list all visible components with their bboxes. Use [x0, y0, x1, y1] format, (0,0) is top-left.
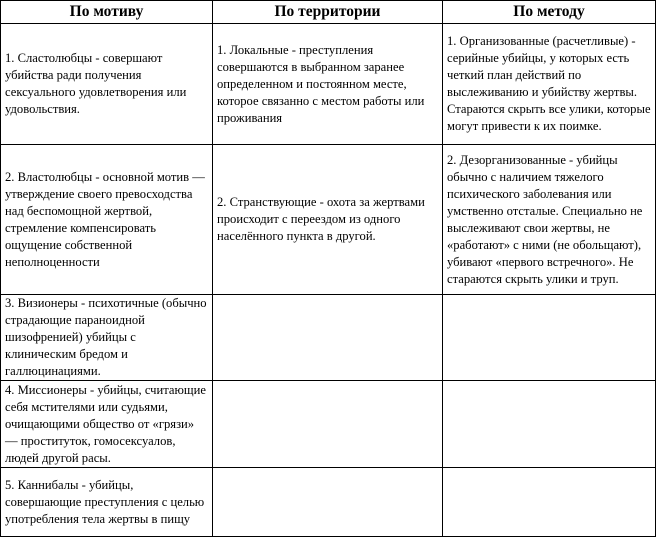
- table-cell-method: [443, 295, 656, 381]
- table-cell-motive: 5. Каннибалы - убийцы, совершающие преступления с целью употребления тела жертвы в пищу: [1, 468, 213, 537]
- table-cell-motive: 1. Сластолюбцы - совершают убийства ради получения сексуального удовлетворения или удовольствия.: [1, 24, 213, 145]
- table-cell-method: 1. Организованные (расчетливые) - серийные убийцы, у которых есть четкий план действий по выслеживанию и убийству жертвы. Стараются скрыть все улики, которые могут привести к их поимке.: [443, 24, 656, 145]
- table-cell-territory: 1. Локальные - преступления совершаются в выбранном заранее определенном и постоянном месте, которое связанно с местом работы или проживания: [213, 24, 443, 145]
- table-cell-motive: 2. Властолюбцы - основной мотив — утверждение своего превосходства над беспомощной жертвой, стремление компенсировать ощущение собственной неполноценности: [1, 145, 213, 295]
- header-by-method: По методу: [443, 1, 656, 24]
- table-cell-territory: [213, 295, 443, 381]
- table-row: [1, 145, 656, 295]
- table-cell-motive: 4. Миссионеры - убийцы, считающие себя мстителями или судьями, очищающими общество от «грязи» — проституток, гомосексуалов, людей другой расы.: [1, 381, 213, 468]
- table-cell-territory: [213, 468, 443, 537]
- table-row: [1, 295, 656, 381]
- table-row: [1, 24, 656, 145]
- table-cell-method: [443, 381, 656, 468]
- header-by-motive: По мотиву: [1, 1, 213, 24]
- table-cell-motive: 3. Визионеры - психотичные (обычно страдающие параноидной шизофренией) убийцы с клиническим бредом и галлюцинациями.: [1, 295, 213, 381]
- table-row: [1, 381, 656, 468]
- header-row: [1, 1, 656, 24]
- table-cell-method: [443, 468, 656, 537]
- table-cell-territory: 2. Странствующие - охота за жертвами происходит с переездом из одного населённого пункта в другой.: [213, 145, 443, 295]
- table-row: [1, 468, 656, 537]
- header-by-territory: По территории: [213, 1, 443, 24]
- table-cell-territory: [213, 381, 443, 468]
- table-cell-method: 2. Дезорганизованные - убийцы обычно с наличием тяжелого психического заболевания или умственно отсталые. Специально не выслеживают свои жертвы, не «работают» с ними (не обольщают), убивают «первого встречного». Не стараются скрыть улики и труп.: [443, 145, 656, 295]
